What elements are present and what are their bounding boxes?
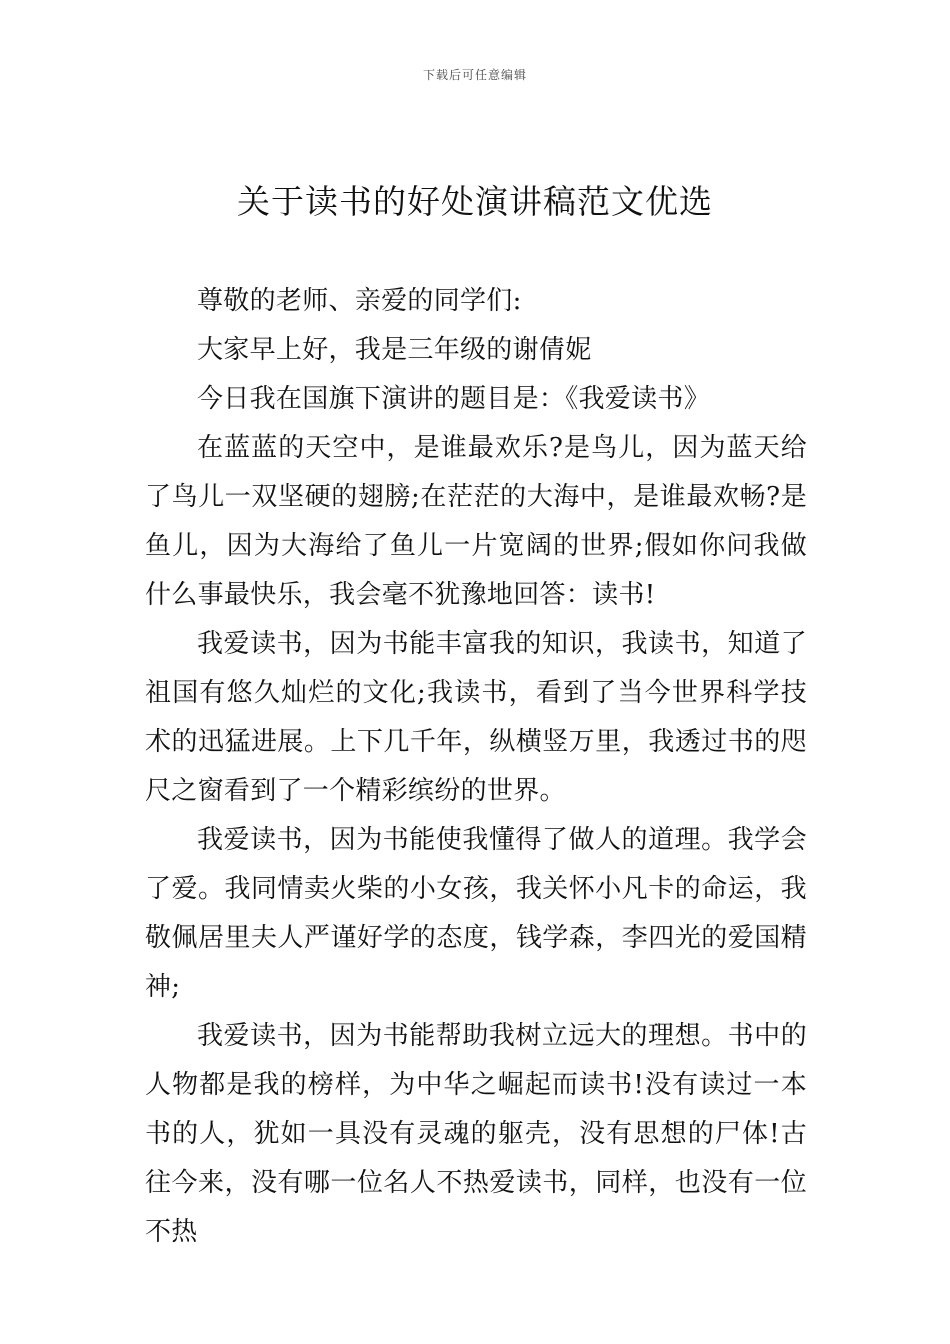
- paragraph-body: 在蓝蓝的天空中，是谁最欢乐?是鸟儿，因为蓝天给了鸟儿一双坚硬的翅膀;在茫茫的大海中，是谁最欢畅?是鱼儿，因为大海给了鱼儿一片宽阔的世界;假如你问我做什么事最快乐，我会毫不犹豫地回答：读书!: [145, 433, 807, 610]
- document-body: [145, 277, 807, 1257]
- paragraph-topic: 今日我在国旗下演讲的题目是：《我爱读书》: [197, 384, 711, 414]
- paragraph-body: 我爱读书，因为书能使我懂得了做人的道理。我学会了爱。我同情卖火柴的小女孩，我关怀小凡卡的命运，我敬佩居里夫人严谨好学的态度，钱学森，李四光的爱国精神;: [145, 825, 807, 1002]
- paragraph-body: 我爱读书，因为书能丰富我的知识，我读书，知道了祖国有悠久灿烂的文化;我读书，看到了当今世界科学技术的迅猛进展。上下几千年，纵横竖万里，我透过书的咫尺之窗看到了一个精彩缤纷的世界。: [145, 629, 807, 806]
- paragraph-intro: 大家早上好，我是三年级的谢倩妮: [197, 335, 592, 365]
- paragraph-greeting: 尊敬的老师、亲爱的同学们:: [197, 286, 522, 316]
- paragraph-body: 我爱读书，因为书能帮助我树立远大的理想。书中的人物都是我的榜样，为中华之崛起而读书!没有读过一本书的人，犹如一具没有灵魂的躯壳，没有思想的尸体!古往今来，没有哪一位名人不热爱读书，同样，也没有一位不热: [145, 1021, 807, 1247]
- header-note: 下载后可任意编辑: [422, 68, 527, 82]
- document-title: 关于读书的好处演讲稿范文优选: [237, 182, 713, 221]
